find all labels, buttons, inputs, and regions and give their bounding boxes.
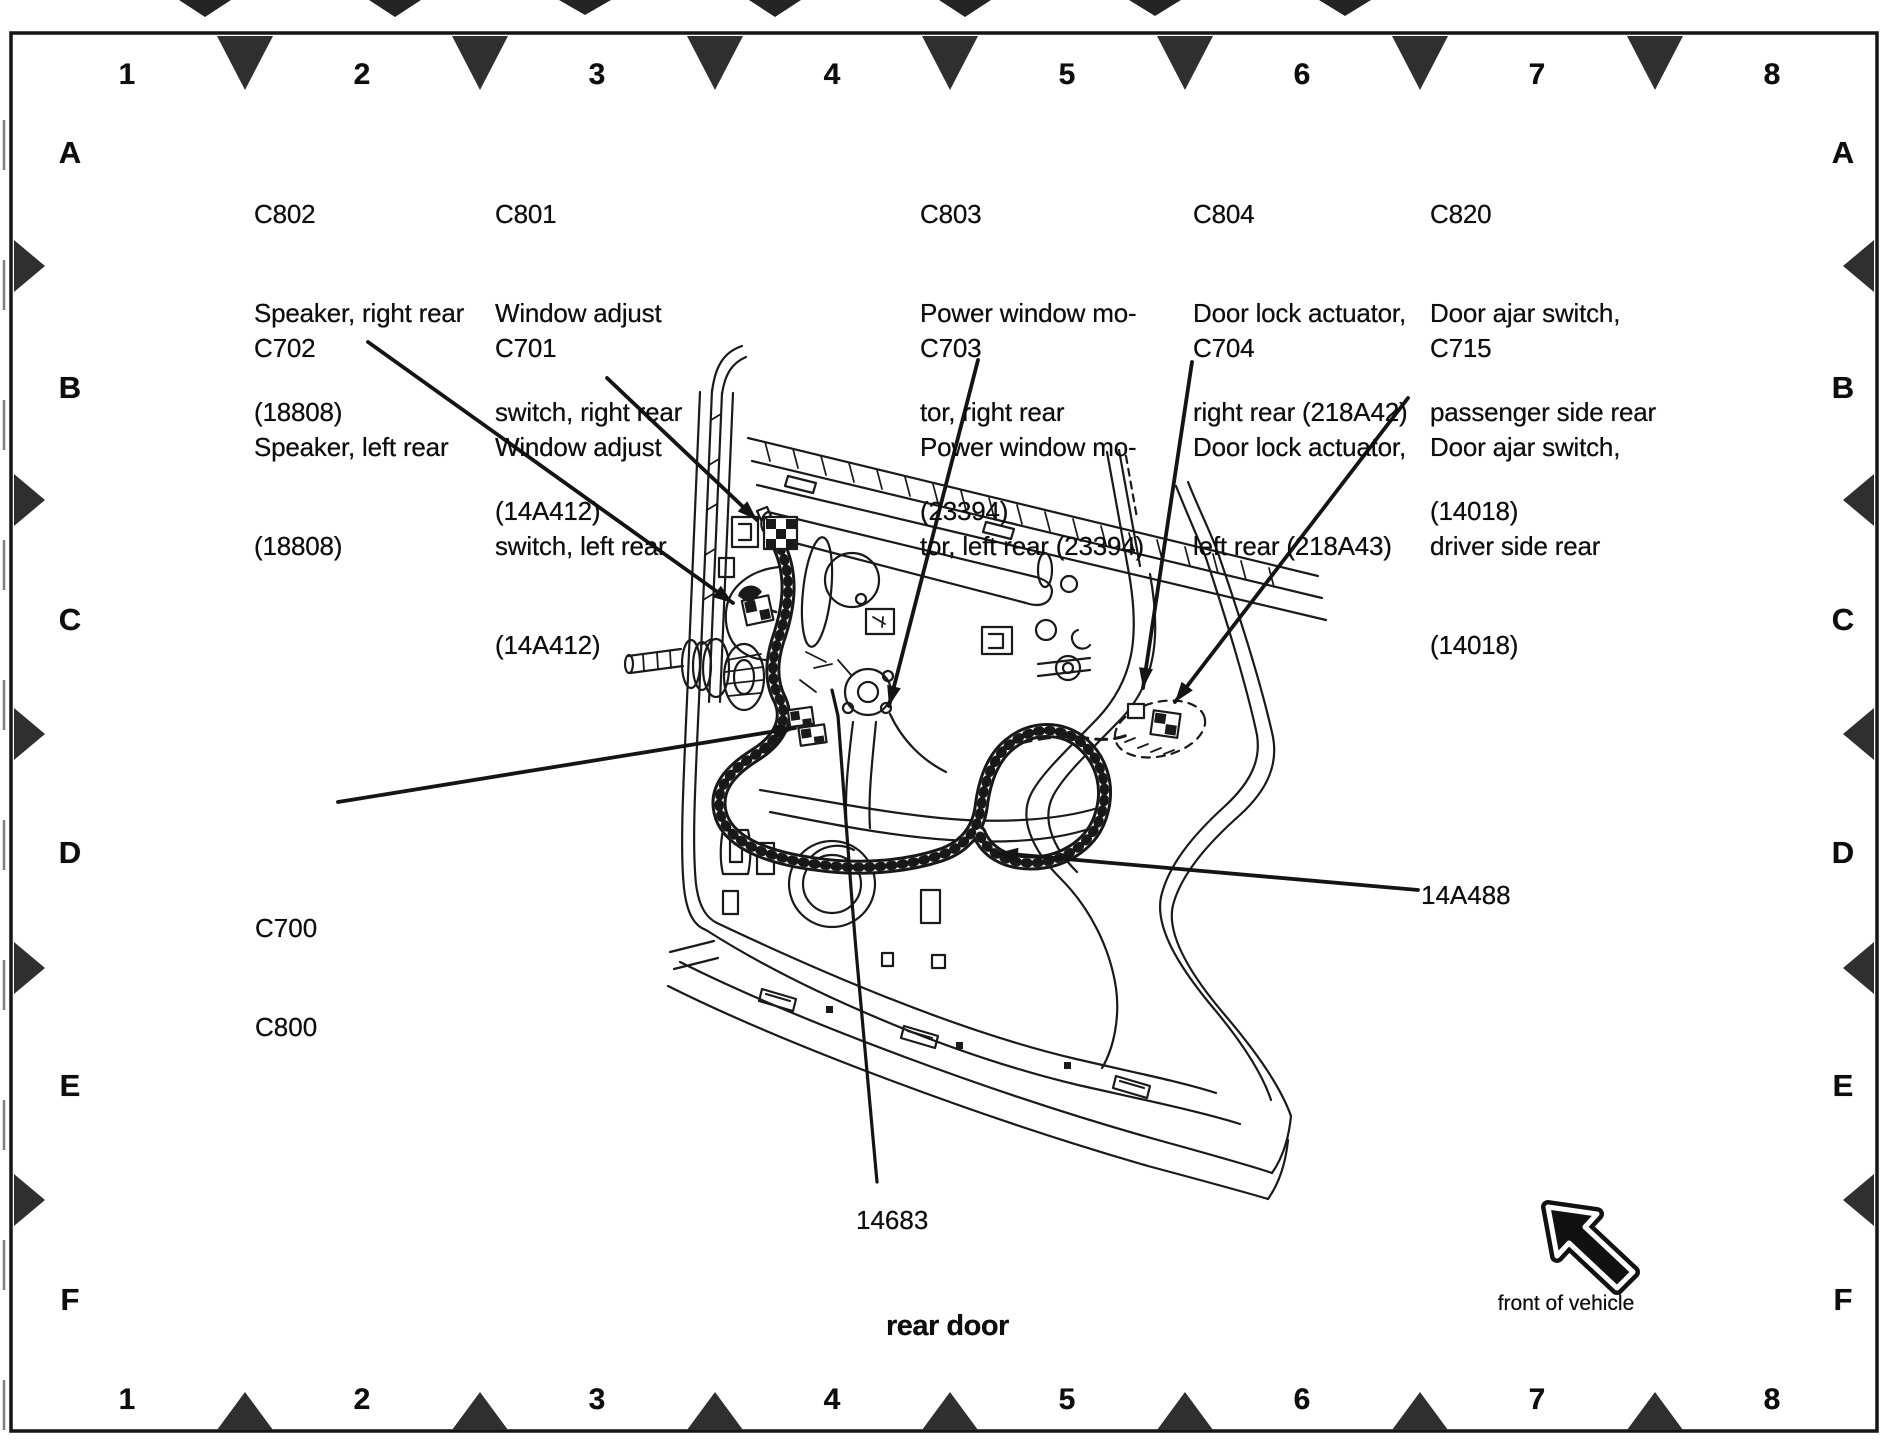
tick-triangle-left-4 [14,942,45,994]
grid-col-top-3: 3 [588,58,606,91]
grid-col-bottom-7: 7 [1528,1383,1546,1416]
label-block-c715 [1430,266,1620,728]
tick-triangle-bottom-7 [1627,1392,1683,1430]
label-line: C820 [1430,199,1492,229]
grid-col-top-4: 4 [823,58,841,91]
tick-triangle-top-3 [687,36,743,90]
grid-row-left-e: E [59,1068,81,1103]
tick-triangle-right-2 [1843,474,1874,526]
grid-row-right-e: E [1832,1068,1854,1103]
label-line: passenger side rear [1430,397,1656,427]
label-line: (14018) [1430,496,1519,526]
tick-triangle-right-1 [1843,240,1874,292]
grid-row-left-d: D [58,835,82,870]
label-line: Speaker, right rear [254,298,465,328]
tick-triangle-left-1 [14,240,45,292]
leader-line-c704 [1143,362,1192,688]
front-of-vehicle-arrow-icon [1548,1207,1633,1288]
grid-col-bottom-6: 6 [1293,1383,1311,1416]
label-line: Door lock actuator, [1193,298,1406,328]
label-line: Door ajar switch, [1430,432,1621,462]
grid-col-bottom-4: 4 [823,1383,841,1416]
callout-14683: 14683 [856,1205,929,1235]
tick-triangle-left-5 [14,1174,45,1226]
label-line: tor, right rear [920,397,1065,427]
door-bottom-edge [668,923,1291,1199]
grid-row-left-b: B [58,370,82,405]
grid-row-right-f: F [1833,1282,1853,1317]
grid-col-bottom-8: 8 [1763,1383,1781,1416]
label-line: C801 [495,199,557,229]
label-line: driver side rear [1430,531,1601,561]
callout-line: C700 [255,913,318,943]
label-block-c702 [254,266,448,629]
label-line: Speaker, left rear [254,432,449,462]
tick-triangle-left-3 [14,708,45,760]
tick-triangle-right-5 [1843,1174,1874,1226]
label-line: C702 [254,333,316,363]
diagram-caption: rear door [886,1310,1009,1342]
grid-row-right-a: A [1831,135,1855,170]
tick-triangle-bottom-5 [1157,1392,1213,1430]
tick-triangle-top-1 [217,36,273,90]
label-block-c704 [1193,266,1406,629]
tick-triangle-bottom-4 [922,1392,978,1430]
grid-row-left-c: C [58,602,82,637]
tick-triangle-top-5 [1157,36,1213,90]
grid-col-bottom-1: 1 [118,1383,136,1416]
label-line: Door lock actuator, [1193,432,1406,462]
window-motor [760,652,1098,842]
tick-triangle-top-6 [1392,36,1448,90]
tick-triangle-top-4 [922,36,978,90]
label-line: (23394) [920,496,1009,526]
tick-triangle-bottom-3 [687,1392,743,1430]
tick-triangle-top-2 [452,36,508,90]
tick-triangle-right-3 [1843,708,1874,760]
label-line: (18808) [254,531,343,561]
label-line: Power window mo- [920,432,1137,462]
label-line: tor, left rear (23394) [920,531,1144,561]
label-line: C804 [1193,199,1255,229]
callout-14a488: 14A488 [1421,880,1511,910]
label-line: (14018) [1430,630,1519,660]
label-line: C715 [1430,333,1492,363]
label-line: C703 [920,333,982,363]
grid-col-top-2: 2 [353,58,371,91]
tick-triangle-bottom-1 [217,1392,273,1430]
callout-c700-c800 [255,846,317,1110]
label-line: Door ajar switch, [1430,298,1621,328]
label-line: C701 [495,333,557,363]
grid-col-top-1: 1 [118,58,136,91]
label-line: switch, left rear [495,531,667,561]
label-line: right rear (218A42) [1193,397,1408,427]
label-line: (14A412) [495,496,601,526]
leader-line-14a488 [998,853,1418,890]
label-line: Window adjust [495,432,662,462]
tick-triangle-top-7 [1627,36,1683,90]
label-line: C802 [254,199,316,229]
label-line: left rear (218A43) [1193,531,1392,561]
grid-col-bottom-3: 3 [588,1383,606,1416]
grid-col-top-6: 6 [1293,58,1311,91]
tick-triangle-bottom-6 [1392,1392,1448,1430]
door-latch-connectors-icon [1038,630,1211,766]
grid-col-top-5: 5 [1058,58,1076,91]
tick-triangle-right-4 [1843,942,1874,994]
label-line: switch, right rear [495,397,683,427]
speaker-opening [789,841,875,927]
callout-line: C800 [255,1012,318,1042]
scan-top-artifacts [179,0,1371,17]
label-line: Window adjust [495,298,662,328]
connector-c700-c800-icon [788,706,827,747]
leader-line-14683 [832,690,877,1182]
grid-row-right-c: C [1831,602,1855,637]
label-line: Power window mo- [920,298,1137,328]
grid-row-left-a: A [58,135,82,170]
tick-triangle-left-2 [14,474,45,526]
tick-triangle-bottom-2 [452,1392,508,1430]
grid-row-left-f: F [60,1282,80,1317]
label-line: (14A412) [495,630,601,660]
label-line: (18808) [254,397,343,427]
label-line: C803 [920,199,982,229]
grid-col-bottom-5: 5 [1058,1383,1076,1416]
label-block-c703 [920,266,1144,629]
connector-c702-speaker-icon [738,586,773,626]
grid-col-top-7: 7 [1528,58,1546,91]
label-line: C704 [1193,333,1255,363]
compass-label: front of vehicle [1497,1292,1635,1315]
grid-col-top-8: 8 [1763,58,1781,91]
grid-row-right-b: B [1831,370,1855,405]
label-block-c701 [495,266,666,728]
grid-row-right-d: D [1831,835,1855,870]
grid-col-bottom-2: 2 [353,1383,371,1416]
